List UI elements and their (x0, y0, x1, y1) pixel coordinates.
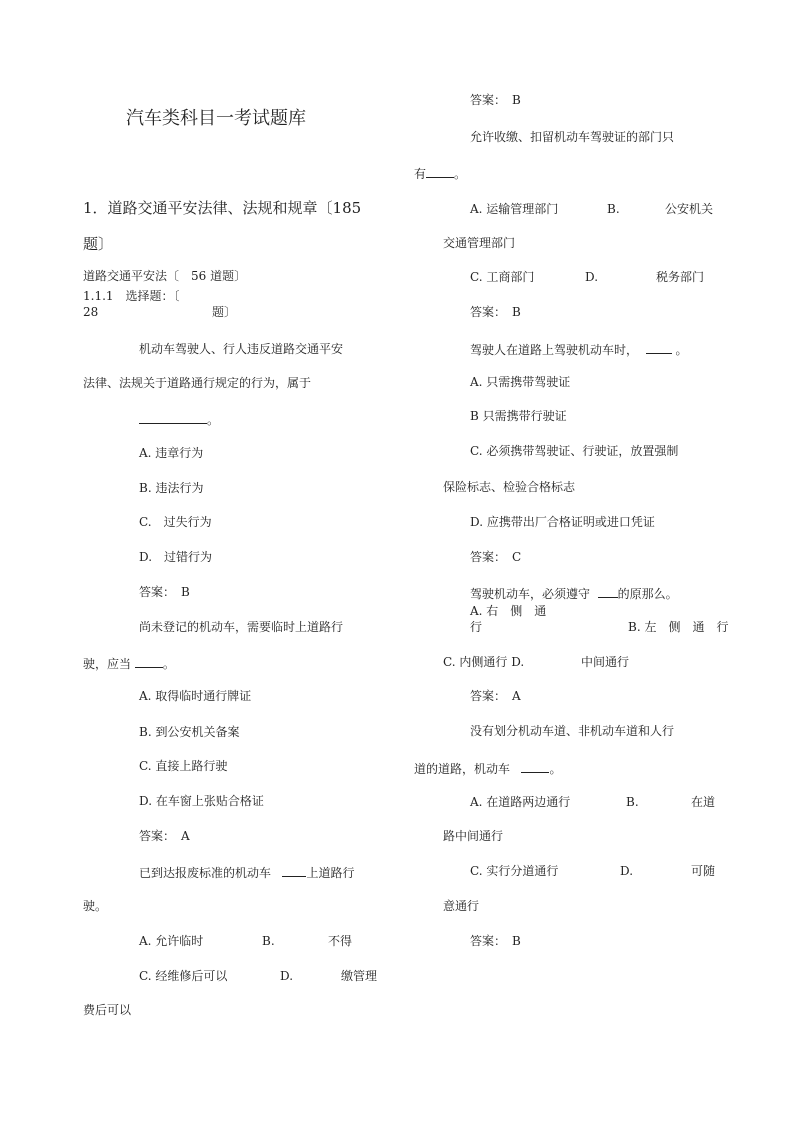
subsubsection-heading-line2: 题〕 (212, 305, 237, 319)
option: D. 过错行为 (139, 550, 213, 564)
option: C. 过失行为 (139, 515, 212, 529)
question-stem: 没有划分机动车道、非机动车道和人行 (470, 724, 675, 738)
question-stem: 道的道路，机动车 。 (414, 762, 562, 776)
question-stem: 法律、法规关于道路通行规定的行为，属于 (83, 376, 312, 390)
answer-blank (646, 341, 672, 354)
option-label: D. (585, 270, 599, 284)
answer-label: 答案： A (139, 829, 190, 843)
question-stem: 尚未登记的机动车，需要临时上道路行 (139, 620, 344, 634)
option: C. 经维修后可以 (139, 969, 228, 983)
option-continuation: 保险标志、检验合格标志 (443, 480, 576, 494)
option-continuation: 意通行 (443, 899, 480, 913)
option: 可随 (691, 864, 716, 878)
option: 不得 (328, 934, 353, 948)
option: 中间通行 (581, 655, 630, 669)
question-stem: 已到达报废标准的机动车 上道路行 (139, 866, 355, 880)
option: A. 右 侧 通 (470, 604, 547, 618)
option: B. 违法行为 (139, 481, 204, 495)
section-heading-line2: 题〕 (83, 235, 114, 253)
option: A. 只需携带驾驶证 (470, 375, 571, 389)
option: B. 左 侧 通 行 (628, 620, 729, 634)
section-heading-line1: 1．道路交通平安法律、法规和规章〔185 (83, 199, 362, 217)
subsubsection-heading-line1: 1.1.1 选择题：〔 (83, 289, 180, 303)
option: 税务部门 (656, 270, 705, 284)
answer-blank (521, 760, 549, 773)
option-label: B. (607, 202, 620, 216)
question-stem: 驶。 (83, 899, 108, 913)
option-continuation: 路中间通行 (443, 829, 504, 843)
option: A. 运输管理部门 (470, 202, 559, 216)
answer-label: 答案： B (470, 305, 521, 319)
option: D. 应携带出厂合格证明或进口凭证 (470, 515, 655, 529)
answer-blank (282, 864, 306, 877)
option: A. 违章行为 (139, 446, 204, 460)
answer-blank (426, 165, 454, 178)
answer-label: 答案： B (470, 93, 521, 107)
option: C. 内侧通行 D. (443, 655, 525, 669)
option: A. 允许临时 (139, 934, 204, 948)
option: B. 到公安机关备案 (139, 725, 240, 739)
option: 缴管理 (341, 969, 378, 983)
question-blank-line: 。 (139, 411, 219, 427)
option-label: D. (620, 864, 634, 878)
question-stem: 机动车驾驶人、行人违反道路交通平安 (139, 342, 344, 356)
answer-label: 答案： A (470, 689, 521, 703)
page-title: 汽车类科目一考试题库 (126, 108, 306, 129)
option-continuation: 交通管理部门 (443, 236, 516, 250)
subsubsection-count: 28 (83, 305, 99, 319)
option: C. 必须携带驾驶证、行驶证，放置强制 (470, 444, 679, 458)
option: C. 工商部门 (470, 270, 535, 284)
option: 公安机关 (665, 202, 714, 216)
option-label: D. (280, 969, 294, 983)
question-stem: 驶，应当 。 (83, 657, 175, 671)
option-continuation: 费后可以 (83, 1003, 132, 1017)
answer-label: 答案： B (470, 934, 521, 948)
subsection-heading: 道路交通平安法〔 56 道题〕 (83, 269, 247, 283)
answer-blank (135, 655, 163, 668)
question-stem: 允许收缴、扣留机动车驾驶证的部门只 (470, 130, 675, 144)
question-stem: 有 。 (414, 167, 467, 181)
question-stem: 驾驶机动车，必须遵守 的原那么。 (470, 587, 678, 601)
answer-label: 答案： B (139, 585, 190, 599)
question-stem: 驾驶人在道路上驾驶机动车时， 。 (470, 343, 688, 357)
option: C. 实行分道通行 (470, 864, 559, 878)
option: B 只需携带行驶证 (470, 409, 567, 423)
answer-blank (139, 411, 207, 424)
option-continuation: 行 (470, 620, 483, 634)
answer-blank (598, 585, 618, 598)
option: A. 在道路两边通行 (470, 795, 571, 809)
option: D. 在车窗上张贴合格证 (139, 794, 264, 808)
option: C. 直接上路行驶 (139, 759, 228, 773)
option-label: B. (626, 795, 639, 809)
option: 在道 (691, 795, 716, 809)
option: A. 取得临时通行牌证 (139, 689, 252, 703)
option-label: B. (262, 934, 275, 948)
answer-label: 答案： C (470, 550, 522, 564)
